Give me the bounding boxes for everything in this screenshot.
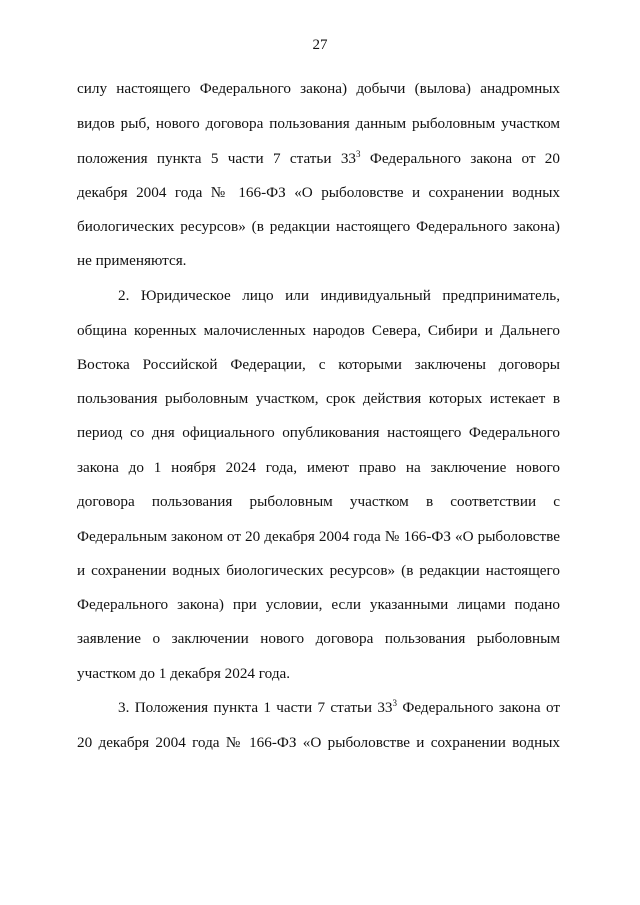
text-line-3-part-1: положения пункта 5 части 7 статьи 33 xyxy=(77,150,357,167)
text-line-19 xyxy=(118,698,560,718)
text-line-6: не применяются. xyxy=(77,252,187,269)
text-line-5: биологических ресурсов» (в редакции настоящего Федерального закона) xyxy=(77,218,560,235)
text-line-19-part-2: Федерального закона от xyxy=(397,699,560,716)
text-line-10: пользования рыболовным участком, срок действия которых истекает в xyxy=(77,390,560,407)
text-line-2: видов рыб, нового договора пользования данным рыболовным участком xyxy=(77,115,560,132)
text-line-17: заявление о заключении нового договора пользования рыболовным xyxy=(77,630,560,647)
superscript: 3 xyxy=(392,698,398,708)
text-line-13: договора пользования рыболовным участком в соответствии с xyxy=(77,493,560,510)
text-line-4: декабря 2004 года № 166-ФЗ «О рыболовстве и сохранении водных xyxy=(77,184,560,201)
superscript: 3 xyxy=(356,149,361,159)
text-line-12: закона до 1 ноября 2024 года, имеют право на заключение нового xyxy=(77,459,560,476)
text-line-11: период со дня официального опубликования настоящего Федерального xyxy=(77,424,560,441)
text-line-3 xyxy=(77,149,560,169)
text-line-15: и сохранении водных биологических ресурсов» (в редакции настоящего xyxy=(77,562,560,579)
text-line-7: 2. Юридическое лицо или индивидуальный предприниматель, xyxy=(118,287,560,304)
text-line-14: Федеральным законом от 20 декабря 2004 года № 166-ФЗ «О рыболовстве xyxy=(77,528,560,545)
text-line-18: участком до 1 декабря 2024 года. xyxy=(77,665,291,682)
page-number: 27 xyxy=(312,37,328,53)
text-line-1: силу настоящего Федерального закона) добычи (вылова) анадромных xyxy=(77,80,560,97)
text-line-9: Востока Российской Федерации, с которыми заключены договоры xyxy=(77,356,560,373)
text-line-20: 20 декабря 2004 года № 166-ФЗ «О рыболовстве и сохранении водных xyxy=(77,734,560,751)
text-line-8: община коренных малочисленных народов Севера, Сибири и Дальнего xyxy=(77,322,560,339)
text-line-19-part-1: 3. Положения пункта 1 части 7 статьи 33 xyxy=(118,699,393,716)
text-line-3-part-2: Федерального закона от 20 xyxy=(360,150,560,167)
text-line-16: Федерального закона) при условии, если указанными лицами подано xyxy=(77,596,560,613)
